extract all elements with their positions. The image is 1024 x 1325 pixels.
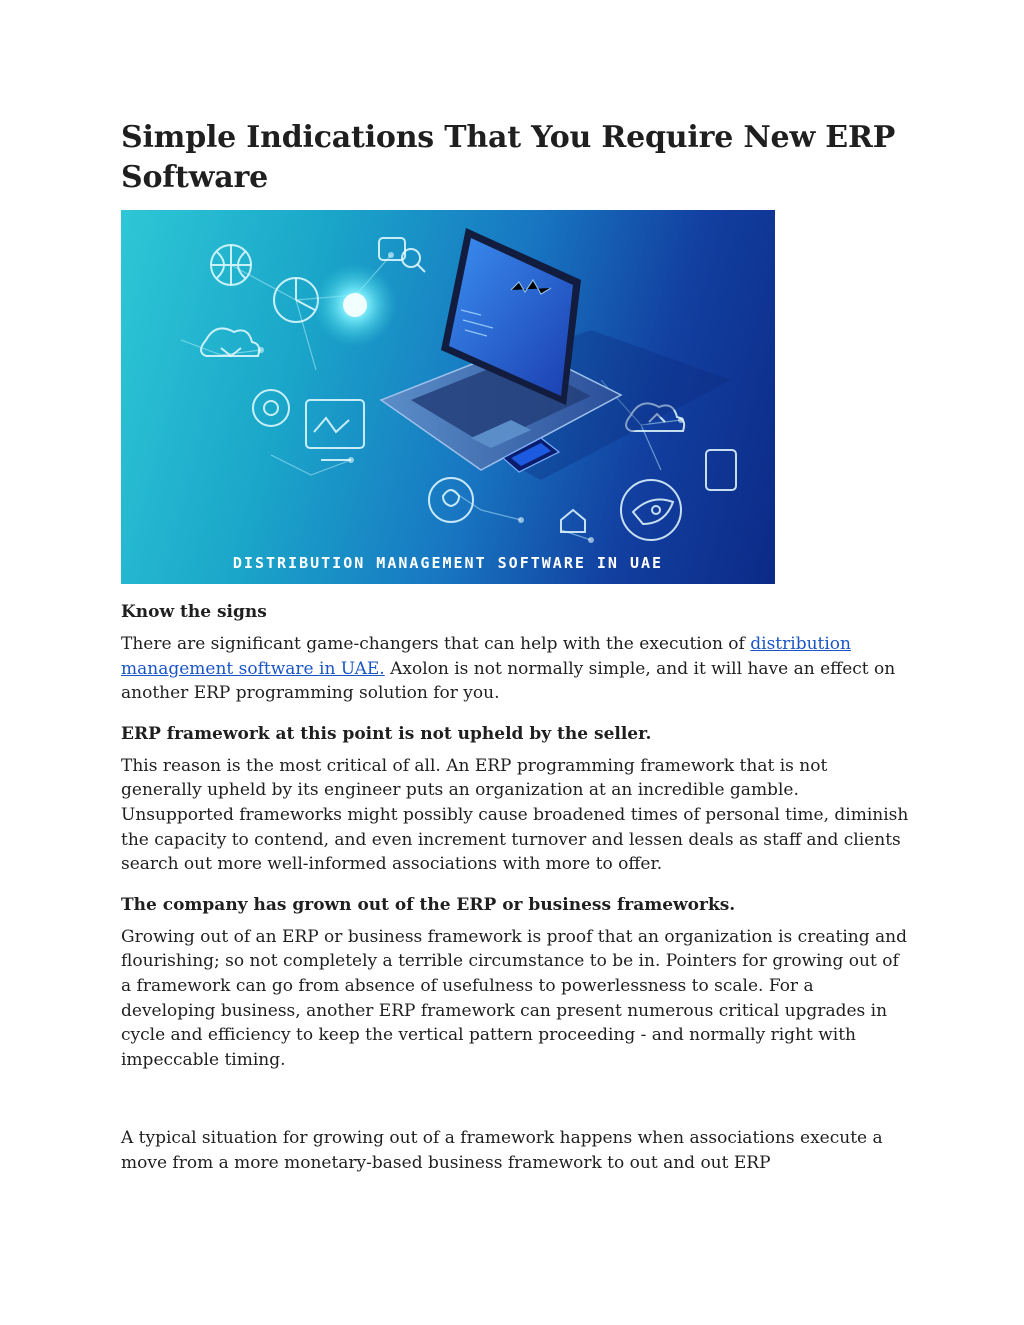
hero-caption: DISTRIBUTION MANAGEMENT SOFTWARE IN UAE <box>232 554 664 572</box>
paragraph-spacer <box>121 1072 911 1118</box>
grown-out-paragraph: Growing out of an ERP or business framework is proof that an organization is creating and flourishing; so not completely a terrible circumstance to be in. Pointers for growing out of a framework can go from absence of usefulness to powerlessness to scale. For a developing business, another ERP framework can present numerous critical upgrades in cycle and efficiency to keep the vertical pattern proceeding - and normally right with impeccable timing. <box>121 926 907 1070</box>
hero-image <box>121 210 775 584</box>
article-title: Simple Indications That You Require New ERP Software <box>121 120 896 195</box>
distribution-software-link[interactable]: distribution management software in UAE. <box>121 634 851 679</box>
typical-situation-paragraph: A typical situation for growing out of a framework happens when associations execute a move from a more monetary-based business framework to out and out ERP <box>121 1128 883 1173</box>
intro-text-before-link: There are significant game-changers that can help with the execution of <box>121 634 751 654</box>
phone-icon <box>706 450 736 490</box>
gear-icon <box>253 390 289 426</box>
hero-illustration <box>121 210 775 584</box>
unsupported-paragraph: This reason is the most critical of all. An ERP programming framework that is not generally upheld by its engineer puts an organization at an incredible gamble. Unsupported frameworks might possibly cause broadened times of personal time, diminish the capacity to contend, and even increment turnover and lessen deals as staff and clients search out more well-informed associations with more to offer. <box>121 755 909 875</box>
section-heading-know-the-signs: Know the signs <box>121 602 267 622</box>
section-heading-unsupported: ERP framework at this point is not upheld by the seller. <box>121 723 652 744</box>
monitor-icon <box>306 400 364 448</box>
intro-text-after-link: Axolon is not normally simple, and it will have an effect on another ERP programming solution for you. <box>121 658 896 704</box>
mail-icon <box>561 510 585 532</box>
intro-paragraph <box>121 632 911 706</box>
section-heading-grown-out: The company has grown out of the ERP or business frameworks. <box>121 894 736 915</box>
article <box>121 118 911 1176</box>
